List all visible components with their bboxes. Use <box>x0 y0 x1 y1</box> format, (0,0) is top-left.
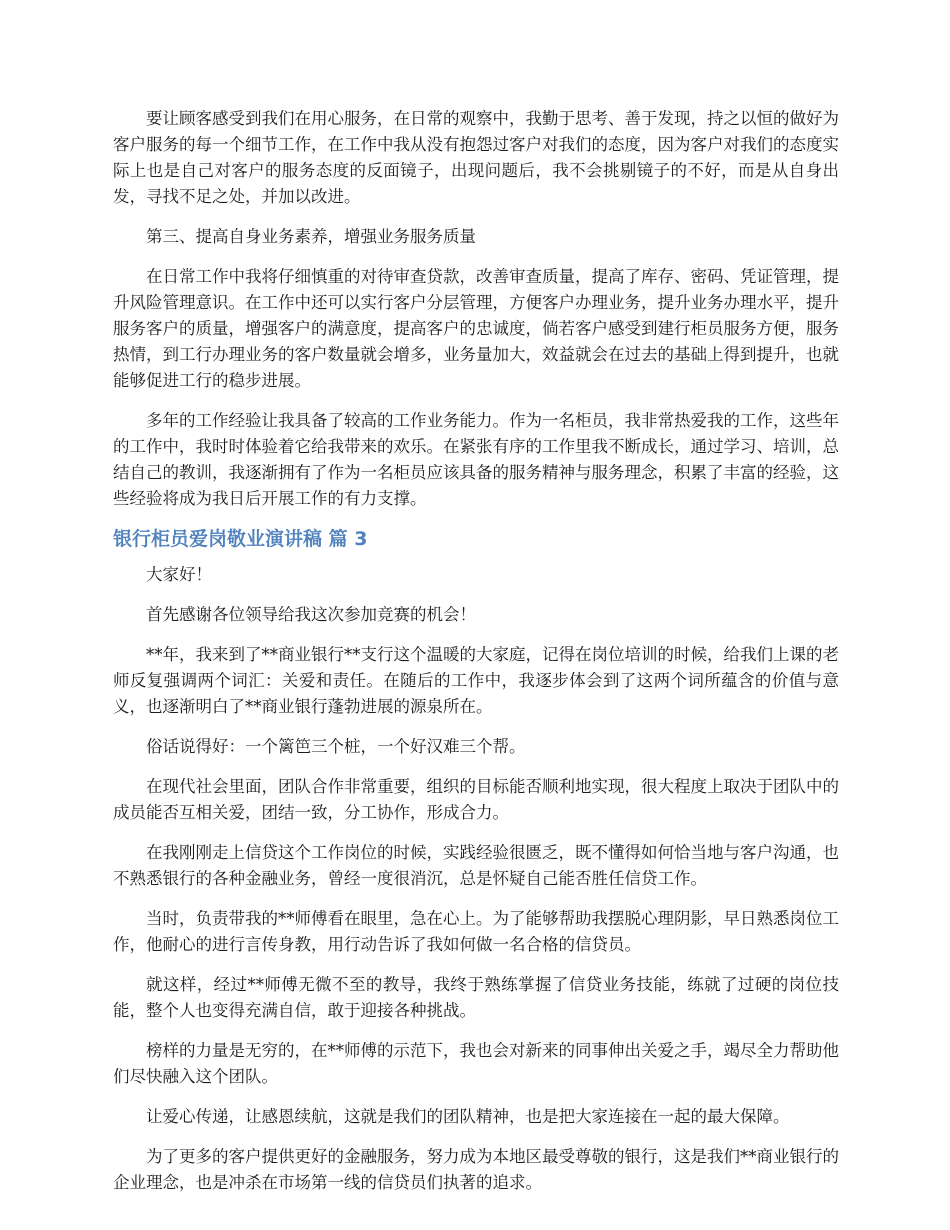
greeting: 大家好！ <box>146 565 212 584</box>
paragraph: 当时，负责带我的**师傅看在眼里，急在心上。为了能够帮助我摆脱心理阴影，早日熟悉岗位工作，他耐心的进行言传身教，用行动告诉了我如何做一名合格的信贷员。 <box>113 909 839 954</box>
paragraph: 为了更多的客户提供更好的金融服务，努力成为本地区最受尊敬的银行，这是我们**商业银行的企业理念，也是冲杀在市场第一线的信贷员们执著的追求。 <box>113 1147 839 1192</box>
paragraph: 在我刚刚走上信贷这个工作岗位的时候，实践经验很匮乏，既不懂得如何恰当地与客户沟通，也不熟悉银行的各种金融业务，曾经一度很消沉，总是怀疑自己能否胜任信贷工作。 <box>113 843 839 888</box>
paragraph: 在日常工作中我将仔细慎重的对待审查贷款，改善审查质量，提高了库存、密码、凭证管理，提升风险管理意识。在工作中还可以实行客户分层管理，方便客户办理业务，提升业务办理水平，提升服务客户的质量，增强客户的满意度，提高客户的忠诚度，倘若客户感受到建行柜员服务方便，服务热情，到工行办理业务的客户数量就会增多，业务量加大，效益就会在过去的基础上得到提升，也就能够促进工行的稳步进展。 <box>113 267 839 390</box>
paragraph: 让爱心传递，让感恩续航，这就是我们的团队精神，也是把大家连接在一起的最大保障。 <box>146 1107 790 1126</box>
paragraph: 首先感谢各位领导给我这次参加竞赛的机会！ <box>146 605 476 624</box>
paragraph: **年，我来到了**商业银行**支行这个温暖的大家庭，记得在岗位培训的时候，给我们上课的老师反复强调两个词汇：关爱和责任。在随后的工作中，我逐步体会到了这两个词所蕴含的价值与意义，也逐渐明白了**商业银行蓬勃进展的源泉所在。 <box>113 645 839 716</box>
paragraph: 榜样的力量是无穷的，在**师傅的示范下，我也会对新来的同事伸出关爱之手，竭尽全力帮助他们尽快融入这个团队。 <box>113 1041 839 1086</box>
section-subheading: 第三、提高自身业务素养，增强业务服务质量 <box>146 227 476 246</box>
paragraph: 多年的工作经验让我具备了较高的工作业务能力。作为一名柜员，我非常热爱我的工作，这些年的工作中，我时时体验着它给我带来的欢乐。在紧张有序的工作里我不断成长，通过学习、培训，总结自己的教训，我逐渐拥有了作为一名柜员应该具备的服务精神与服务理念，积累了丰富的经验，这些经验将成为我日后开展工作的有力支撑。 <box>113 411 839 508</box>
section-heading: 银行柜员爱岗敬业演讲稿 篇 3 <box>113 528 368 550</box>
paragraph: 要让顾客感受到我们在用心服务，在日常的观察中，我勤于思考、善于发现，持之以恒的做好为客户服务的每一个细节工作，在工作中我从没有抱怨过客户对我们的态度，因为客户对我们的态度实际上也是自己对客户的服务态度的反面镜子，出现问题后，我不会挑剔镜子的不好，而是从自身出发，寻找不足之处，并加以改进。 <box>113 109 839 206</box>
paragraph: 就这样，经过**师傅无微不至的教导，我终于熟练掌握了信贷业务技能，练就了过硬的岗位技能，整个人也变得充满自信，敢于迎接各种挑战。 <box>113 975 839 1020</box>
paragraph: 俗话说得好：一个篱笆三个桩，一个好汉难三个帮。 <box>146 737 526 756</box>
document-page <box>113 106 839 1210</box>
paragraph: 在现代社会里面，团队合作非常重要，组织的目标能否顺利地实现，很大程度上取决于团队中的成员能否互相关爱，团结一致，分工协作，形成合力。 <box>113 777 839 822</box>
